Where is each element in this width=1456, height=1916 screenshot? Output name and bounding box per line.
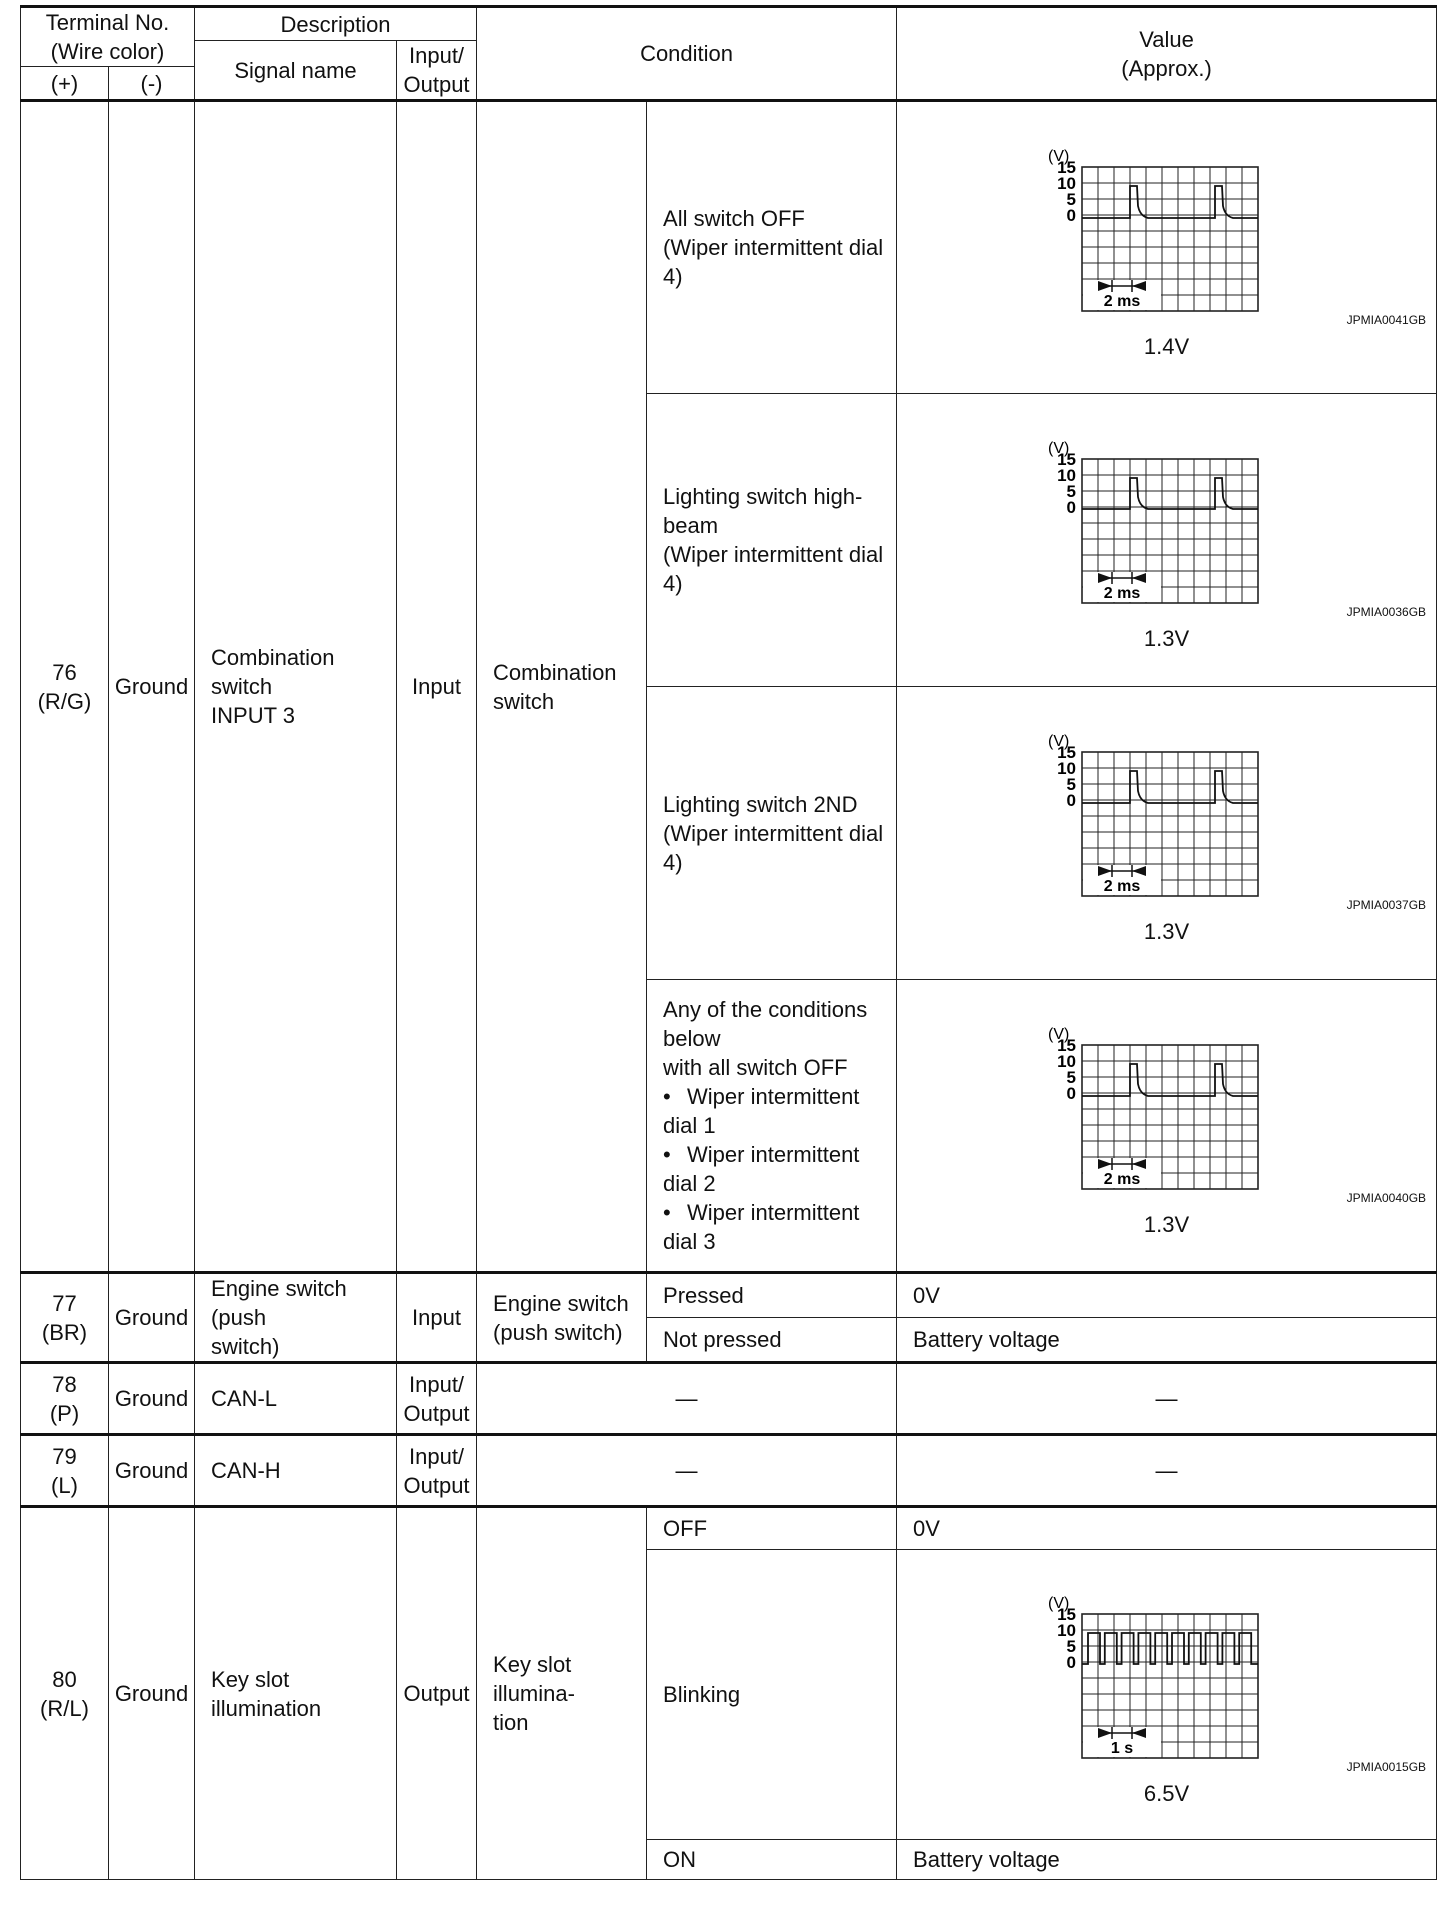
cond-pressed: Pressed (647, 1273, 897, 1318)
terminal-77-io: Input (397, 1273, 477, 1363)
header-terminal-no: Terminal No. (Wire color) (21, 7, 195, 67)
terminal-80: 80 (R/L) (21, 1507, 109, 1880)
header-condition: Condition (477, 7, 897, 101)
header-input-output: Input/ Output (397, 41, 477, 101)
terminal-76-condition: Combination switch (477, 101, 647, 1273)
tick-label: 5 (1066, 189, 1076, 209)
timebase-label: 2 ms (1103, 292, 1140, 310)
oscilloscope-waveform (1042, 722, 1292, 902)
terminal-79: 79 (L) (21, 1435, 109, 1507)
tick-label: 0 (1066, 1652, 1076, 1672)
tick-label: 10 (1056, 1620, 1076, 1640)
value-cell-lighting-2nd (897, 687, 1437, 980)
cond-all-switch-off: All switch OFF (Wiper intermittent dial 4) (647, 101, 897, 394)
terminal-78-io: Input/ Output (397, 1363, 477, 1435)
tick-label: 10 (1056, 1051, 1076, 1071)
terminal-78-signal: CAN-L (195, 1363, 397, 1435)
oscilloscope-waveform (1042, 429, 1292, 609)
oscilloscope-waveform (1042, 1584, 1292, 1764)
terminal-76-signal: Combination switch INPUT 3 (195, 101, 397, 1273)
waveform-trace (1082, 478, 1258, 509)
value-reading: 1.3V (1143, 626, 1190, 651)
terminal-79-value: — (897, 1435, 1437, 1507)
header-signal-name: Signal name (195, 41, 397, 101)
value-not-pressed: Battery voltage (897, 1318, 1437, 1363)
value-on: Battery voltage (897, 1840, 1437, 1880)
terminal-79-signal: CAN-H (195, 1435, 397, 1507)
timebase-label: 1 s (1110, 1739, 1133, 1757)
tick-label: 5 (1066, 1067, 1076, 1087)
tick-label: 0 (1066, 791, 1076, 810)
terminal-78-condition: — (477, 1363, 897, 1435)
tick-label: 5 (1066, 482, 1076, 501)
cond-any-conditions: Any of the conditions below with all switch OFF • Wiper intermittent dial 1 • Wiper intermittent dial 2 • Wiper intermittent dial 3 (647, 980, 897, 1273)
terminal-76-ground: Ground (109, 101, 195, 1273)
waveform-trace (1082, 1064, 1258, 1096)
unit-label: (V) (1047, 1594, 1069, 1612)
terminal-76: 76 (R/G) (21, 101, 109, 1273)
tick-label: 15 (1056, 1604, 1076, 1624)
terminal-78-ground: Ground (109, 1363, 195, 1435)
value-cell-any-conditions (897, 980, 1437, 1273)
terminal-79-condition: — (477, 1435, 897, 1507)
value-reading: 1.3V (1143, 1211, 1190, 1237)
terminal-80-signal: Key slot illumination (195, 1507, 397, 1880)
terminal-79-io: Input/ Output (397, 1435, 477, 1507)
header-value: Value (Approx.) (897, 7, 1437, 101)
figure-code: JPMIA0037GB (1346, 898, 1427, 912)
value-reading: 6.5V (1143, 1780, 1190, 1806)
unit-label: (V) (1047, 440, 1069, 457)
tick-label: 0 (1066, 1083, 1076, 1103)
terminal-78-value: — (897, 1363, 1437, 1435)
tick-label: 0 (1066, 205, 1076, 225)
header-minus: (-) (109, 67, 195, 101)
oscilloscope-waveform (1042, 1015, 1292, 1195)
waveform-trace (1082, 771, 1258, 803)
header-description: Description (195, 7, 477, 41)
tick-label: 15 (1056, 450, 1076, 469)
figure-code: JPMIA0015GB (1346, 1759, 1427, 1774)
value-reading: 1.4V (1143, 333, 1190, 359)
header-plus: (+) (21, 67, 109, 101)
cond-lighting-high-beam: Lighting switch high-beam (Wiper intermittent dial 4) (647, 394, 897, 687)
terminal-76-io: Input (397, 101, 477, 1273)
tick-label: 0 (1066, 498, 1076, 517)
tick-label: 15 (1056, 743, 1076, 762)
terminal-77-condition: Engine switch (push switch) (477, 1273, 647, 1363)
timebase-label: 2 ms (1103, 585, 1140, 602)
value-off: 0V (897, 1507, 1437, 1550)
terminal-79-ground: Ground (109, 1435, 195, 1507)
cond-not-pressed: Not pressed (647, 1318, 897, 1363)
figure-code: JPMIA0036GB (1346, 605, 1427, 619)
terminal-77-ground: Ground (109, 1273, 195, 1363)
waveform-trace (1082, 1633, 1258, 1664)
terminal-77: 77 (BR) (21, 1273, 109, 1363)
cond-on: ON (647, 1840, 897, 1880)
terminal-80-io: Output (397, 1507, 477, 1880)
tick-label: 10 (1056, 759, 1076, 778)
tick-label: 10 (1056, 173, 1076, 193)
value-cell-blinking (897, 1550, 1437, 1840)
timebase-label: 2 ms (1103, 878, 1140, 895)
unit-label: (V) (1047, 733, 1069, 750)
timebase-label: 2 ms (1103, 1170, 1140, 1188)
figure-code: JPMIA0041GB (1346, 312, 1427, 327)
value-reading: 1.3V (1143, 919, 1190, 944)
figure-code: JPMIA0040GB (1346, 1190, 1427, 1205)
terminal-77-signal: Engine switch (push switch) (195, 1273, 397, 1363)
terminal-78: 78 (P) (21, 1363, 109, 1435)
tick-label: 10 (1056, 466, 1076, 485)
tick-label: 15 (1056, 1035, 1076, 1055)
terminal-spec-table (20, 5, 1437, 1880)
tick-label: 5 (1066, 1636, 1076, 1656)
terminal-80-ground: Ground (109, 1507, 195, 1880)
unit-label: (V) (1047, 147, 1069, 165)
tick-label: 5 (1066, 775, 1076, 794)
tick-label: 15 (1056, 157, 1076, 177)
unit-label: (V) (1047, 1025, 1069, 1043)
value-pressed: 0V (897, 1273, 1437, 1318)
oscilloscope-waveform (1042, 137, 1292, 317)
cond-off: OFF (647, 1507, 897, 1550)
terminal-80-condition: Key slot illumina- tion (477, 1507, 647, 1880)
waveform-trace (1082, 186, 1258, 218)
cond-lighting-2nd: Lighting switch 2ND (Wiper intermittent dial 4) (647, 687, 897, 980)
value-cell-all-switch-off (897, 101, 1437, 394)
value-cell-high-beam (897, 394, 1437, 687)
cond-blinking: Blinking (647, 1550, 897, 1840)
